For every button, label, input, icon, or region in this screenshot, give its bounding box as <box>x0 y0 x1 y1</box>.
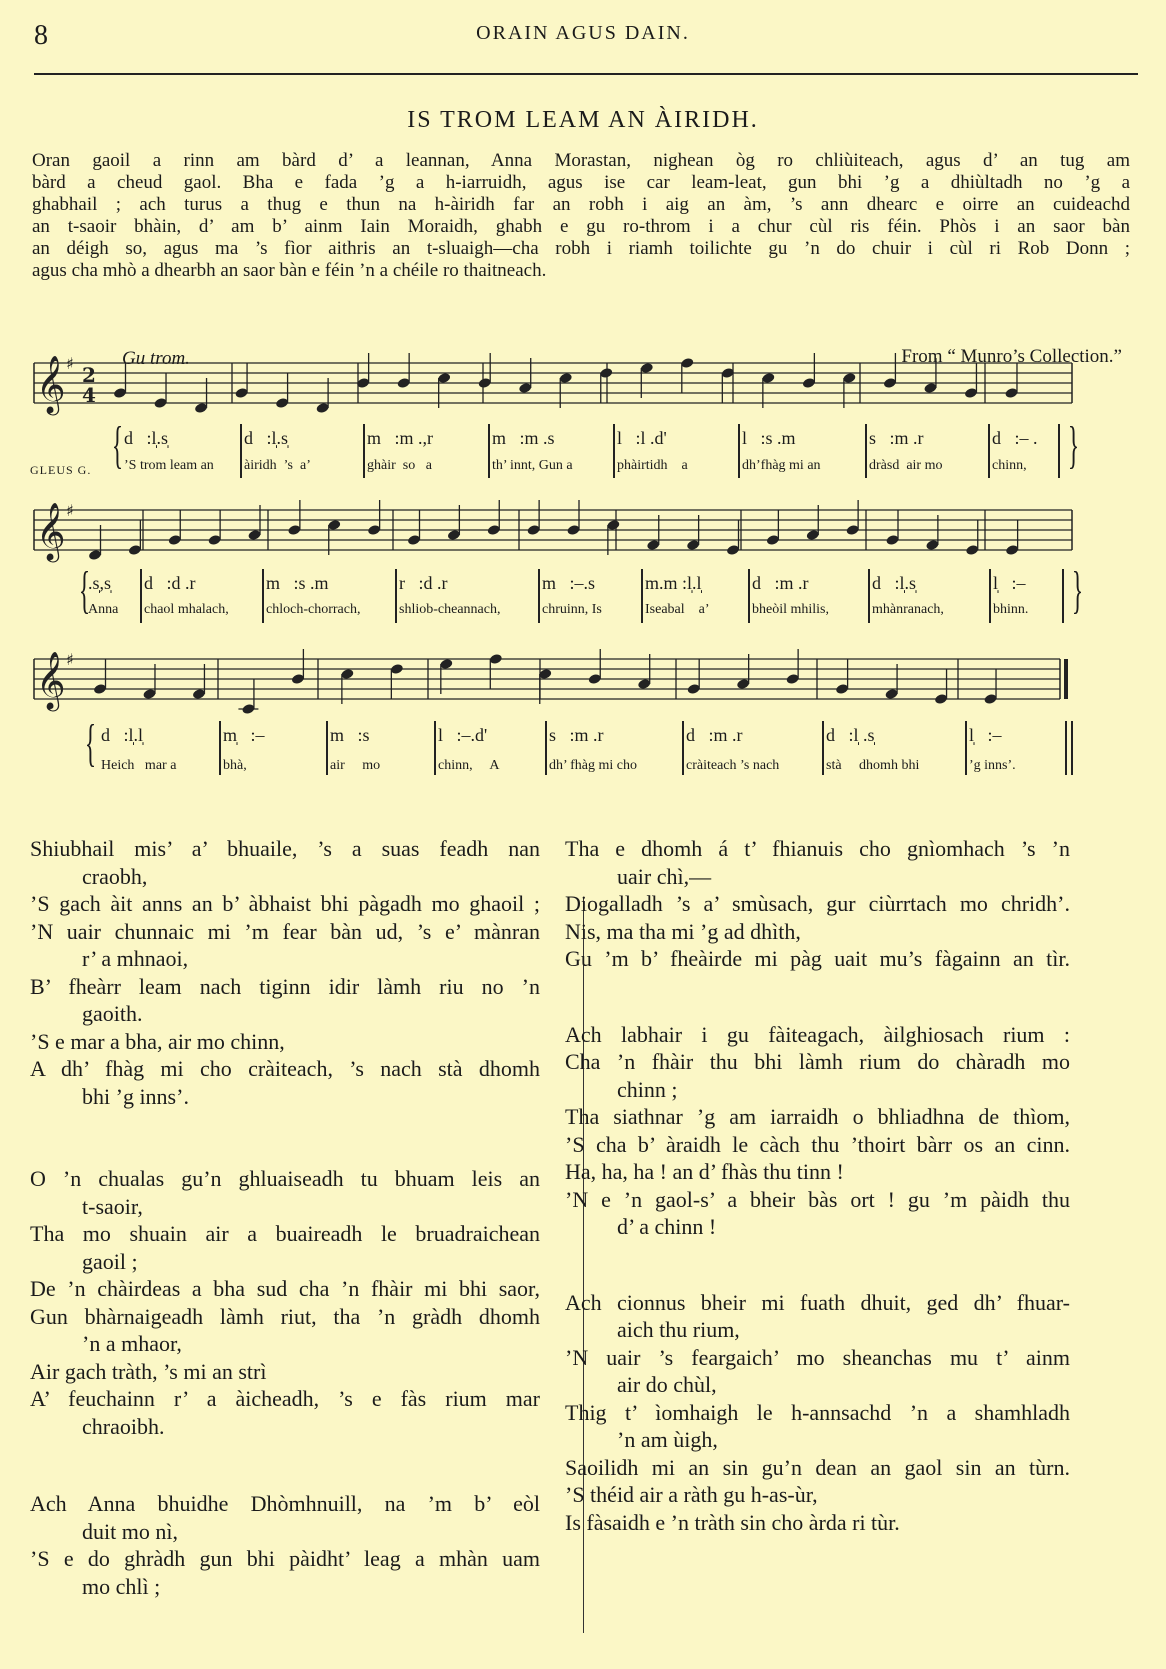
solfa-bar-line <box>545 721 547 775</box>
lyric-measure: àiridh ’s a’ <box>244 458 311 473</box>
solfa-bar-line <box>641 569 643 623</box>
solfa-bar-line <box>395 569 397 623</box>
poem-line: Gun bhàrnaigeadh làmh riut, tha ’n gràdh dhomh <box>30 1303 540 1329</box>
poem-line: ’n a mhaor, <box>82 1331 182 1356</box>
solfa-measure: d :d .r <box>144 573 196 593</box>
solfa-bar-line <box>140 569 142 623</box>
solfa-bar-line <box>748 569 750 623</box>
intro-line: Oran gaoil a rinn am bàrd d’ a leannan, Anna Morastan, nighean òg ro chliùiteach, agus d’ an tug am <box>32 150 1130 171</box>
poem-right-column <box>565 835 1070 1591</box>
lyric-measure: chruinn, Is <box>542 602 602 617</box>
lyric-measure: bhinn. <box>993 602 1029 617</box>
poem-line: ’N e ’n gaol-s’ a bheir bàs ort ! gu ’m pàidh thu <box>565 1186 1070 1212</box>
poem-line: Ach labhair i gu fàiteagach, àilghiosach rium : <box>565 1021 1070 1047</box>
solfa-bar-line <box>363 424 365 478</box>
poem-stanza <box>30 835 540 1110</box>
solfa-measure: m :s .m <box>266 573 329 593</box>
system-brace-close: } <box>1071 562 1084 619</box>
song-title: IS TROM LEAM AN ÀIRIDH. <box>407 107 759 133</box>
lyric-measure: ghàir so a <box>367 458 432 473</box>
poem-line: chinn ; <box>617 1076 678 1102</box>
poem-line: ’S théid air a ràth gu h-as-ùr, <box>565 1482 818 1507</box>
poem-line: Gu ’m b’ fheàirde mi pàg uait mu’s fàgainn an tìr. <box>565 946 1070 971</box>
solfa-bar-line <box>682 721 684 775</box>
lyric-measure: Anna <box>88 602 119 617</box>
lyric-measure: chinn, A <box>438 758 500 773</box>
poem-stanza <box>30 1165 540 1440</box>
poem-line: ’S gach àit anns an b’ àbhaist bhi pàgadh mo ghaoil ; <box>30 891 540 916</box>
solfa-bar-line <box>240 424 242 478</box>
treble-clef-icon: 𝄞 <box>36 651 66 709</box>
poem-line: Air gach tràth, ’s mi an strì <box>30 1358 267 1384</box>
intro-line: an t-saoir bhàin, d’ am b’ ainm Iain Moraidh, ghabh e gu ro-throm i a chur cùl ris féin. Phòs i an saor bàn <box>32 216 1130 237</box>
solfa-measure: l̩ :– <box>993 573 1026 593</box>
poem-line: ’S e mar a bha, air mo chinn, <box>30 1028 285 1054</box>
solfa-measure: d :l̩.s̩ <box>124 428 169 448</box>
solfa-measure: m.m :l̩.l̩ <box>645 573 702 593</box>
poem-line: duit mo nì, <box>82 1518 178 1544</box>
poem-stanza <box>565 1289 1070 1537</box>
intro-line: agus cha mhò a dhearbh an saor bàn e féin ’n a chéile ro thaitneach. <box>32 260 547 281</box>
poem-line: O ’n chualas gu’n ghluaiseadh tu bhuam leis an <box>30 1166 540 1191</box>
solfa-measure: m :–.s <box>542 573 596 593</box>
poem-line: Tha mo shuain air a buaireadh le bruadraichean <box>30 1221 540 1246</box>
lyric-measure: ’S trom leam an <box>124 458 214 473</box>
poem-line: B’ fheàrr leam nach tiginn idir làmh riu no ’n <box>30 973 540 999</box>
poem-line: air do chùl, <box>617 1372 717 1397</box>
lyric-measure: dh’ fhàg mi cho <box>549 758 637 773</box>
solfa-final-bar <box>1071 721 1073 775</box>
poem-line: Is fàsaidh e ’n tràth sin cho àrda ri tùr. <box>565 1509 900 1535</box>
time-signature-top: 2 <box>82 363 96 387</box>
poem-line: ’n am ùigh, <box>617 1427 718 1452</box>
poem-line: Nis, ma tha mi ’g ad dhìth, <box>565 918 801 944</box>
poem-stanza <box>30 1490 540 1600</box>
solfa-measure: d :m .r <box>752 573 809 593</box>
solfa-measure: m :m .s <box>492 428 555 448</box>
solfa-bar-line <box>822 721 824 775</box>
solfa-measure: l :–.d' <box>438 725 488 745</box>
poem-line: uair chì,— <box>617 863 712 889</box>
solfa-measure: m̩ :– <box>223 725 265 745</box>
lyric-measure: cràiteach ’s nach <box>686 758 780 773</box>
system-brace: { <box>78 562 91 619</box>
lyric-measure: th’ innt, Gun a <box>492 458 573 473</box>
solfa-measure: d :l̩.s̩ <box>872 573 917 593</box>
poem-left-column <box>30 835 540 1655</box>
music-source: From “ Munro’s Collection.” <box>901 346 1122 367</box>
poem-line: gaoil ; <box>82 1248 138 1274</box>
sharp-icon: ♯ <box>66 501 74 520</box>
time-signature-bottom: 4 <box>82 383 96 407</box>
poem-line: d’ a chinn ! <box>617 1214 717 1239</box>
poem-line: ’N uair chunnaic mi ’m fear bàn ud, ’s e’ mànran <box>30 918 540 944</box>
solfa-measure: m :m .,r <box>367 428 433 448</box>
lyric-measure: mhànranach, <box>872 602 944 617</box>
solfa-bar-line <box>613 424 615 478</box>
lyric-measure: Iseabal a’ <box>645 602 710 617</box>
solfa-measure: d :l̩.s̩ <box>244 428 289 448</box>
solfa-bar-line <box>219 721 221 775</box>
sharp-icon: ♯ <box>66 354 74 373</box>
treble-clef-icon: 𝄞 <box>36 502 66 560</box>
solfa-bar-line <box>989 569 991 623</box>
solfa-measure: m :s <box>330 725 370 745</box>
solfa-measure: l :s .m <box>742 428 796 448</box>
poem-line: Thig t’ ìomhaigh le h-annsachd ’n a shamhladh <box>565 1399 1070 1425</box>
solfa-measure: r :d .r <box>399 573 448 593</box>
solfa-measure: d :l̩ .s̩ <box>826 725 875 745</box>
lyric-measure: Heich mar a <box>101 758 177 773</box>
solfa-bar-line <box>1062 569 1064 623</box>
poem-line: ’S e do ghràdh gun bhi pàidht’ leag a mhàn uam <box>30 1546 540 1571</box>
poem-line: ’S cha b’ àraidh le càch thu ’thoirt bàrr os an cinn. <box>565 1131 1070 1157</box>
solfa-measure: d :– . <box>992 428 1038 448</box>
poem-line: De ’n chàirdeas a bha sud cha ’n fhàir mi bhi saor, <box>30 1276 540 1301</box>
lyric-measure: ’g inns’. <box>969 758 1016 773</box>
poem-line: r’ a mhnaoi, <box>82 946 189 971</box>
lyric-measure: chinn, <box>992 458 1027 473</box>
music-score <box>0 0 1166 810</box>
intro-line: an déigh so, agus ma ’s fìor aithris an t-sluaigh—cha robh i riamh toilichte gu ’n do chuir i cùl ri Rob Donn ; <box>32 238 1130 259</box>
poem-line: bhi ’g inns’. <box>82 1083 189 1109</box>
poem-line: Saoilidh mi an sin gu’n dean an gaol sin an tùrn. <box>565 1454 1070 1480</box>
solfa-measure: l̩ :– <box>969 725 1002 745</box>
lyric-measure: air mo <box>330 758 381 773</box>
running-title: ORAIN AGUS DAIN. <box>476 22 690 44</box>
poem-line: A’ feuchainn r’ a àicheadh, ’s e fàs rium mar <box>30 1386 540 1411</box>
poem-line: mo chlì ; <box>82 1573 161 1599</box>
solfa-bar-line <box>1065 721 1067 775</box>
solfa-measure: l :l .d' <box>617 428 667 448</box>
solfa-bar-line <box>965 721 967 775</box>
lyric-measure: shliob-cheannach, <box>399 602 501 617</box>
poem-line: chraoibh. <box>82 1413 165 1439</box>
poem-stanza <box>565 835 1070 973</box>
tempo-marking: Gu trom. <box>122 348 190 369</box>
solfa-bar-line <box>868 569 870 623</box>
lyric-measure: chloch-chorrach, <box>266 602 361 617</box>
poem-line: Shiubhail mis’ a’ bhuaile, ’s a suas feadh nan <box>30 836 540 861</box>
sharp-icon: ♯ <box>66 650 74 669</box>
solfa-bar-line <box>488 424 490 478</box>
poem-line: Cha ’n fhàir thu bhi làmh rium do chàradh mo <box>565 1049 1070 1074</box>
lyric-measure: dràsd air mo <box>869 458 943 473</box>
solfa-bar-line <box>326 721 328 775</box>
solfa-bar-line <box>738 424 740 478</box>
poem-line: craobh, <box>82 863 148 889</box>
system-brace: { <box>84 715 97 772</box>
solfa-bar-line <box>434 721 436 775</box>
lyric-measure: stà dhomh bhi <box>826 758 920 773</box>
lyric-measure: dh’fhàg mi an <box>742 458 821 473</box>
lyric-measure: bheòil mhilis, <box>752 602 829 617</box>
lyric-measure: chaol mhalach, <box>144 602 229 617</box>
system-brace: { <box>111 417 124 474</box>
poem-line: t-saoir, <box>82 1193 143 1219</box>
solfa-measure: .s̩,s̩ <box>88 573 112 593</box>
lyric-measure: bhà, <box>223 758 247 773</box>
solfa-measure: s :m .r <box>869 428 924 448</box>
system-brace-close: } <box>1067 417 1080 474</box>
key-label: GLEUS G. <box>30 463 92 477</box>
treble-clef-icon: 𝄞 <box>36 355 66 413</box>
solfa-bar-line <box>1058 424 1060 478</box>
solfa-bar-line <box>865 424 867 478</box>
poem-line: Ach cionnus bheir mi fuath dhuit, ged dh’ fhuar- <box>565 1289 1070 1315</box>
solfa-bar-line <box>262 569 264 623</box>
poem-line: Ach Anna bhuidhe Dhòmhnuill, na ’m b’ eòl <box>30 1491 540 1516</box>
poem-line: Tha siathnar ’g am iarraidh o bhliadhna de thìom, <box>565 1104 1070 1129</box>
poem-line: aich thu rium, <box>617 1317 740 1342</box>
poem-line: A dh’ fhàg mi cho cràiteach, ’s nach stà dhomh <box>30 1056 540 1081</box>
intro-line: bàrd a cheud gaol. Bha e fada ’g a h-iarruidh, agus ise car leam-leat, gun bhi ’g a dhiùltadh no ’g a <box>32 172 1130 193</box>
solfa-bar-line <box>988 424 990 478</box>
solfa-measure: d :m .r <box>686 725 743 745</box>
poem-line: Ha, ha, ha ! an d’ fhàs thu tinn ! <box>565 1159 844 1184</box>
intro-line: ghabhail ; ach turus a thug e thun na h-àiridh far an robh i aig an àm, ’s ann dhearc e oirre an cuideachd <box>32 194 1130 215</box>
poem-line: Tha e dhomh á t’ fhianuis cho gnìomhach ’s ’n <box>565 836 1070 861</box>
solfa-bar-line <box>538 569 540 623</box>
poem-line: gaoith. <box>82 1001 143 1026</box>
poem-line: Diogalladh ’s a’ smùsach, gur ciùrrtach mo chridh’. <box>565 891 1070 916</box>
page-number: 8 <box>34 20 48 51</box>
solfa-measure: s :m .r <box>549 725 604 745</box>
poem-line: ’N uair ’s feargaich’ mo sheanchas mu t’ ainm <box>565 1344 1070 1370</box>
poem-stanza <box>565 1021 1070 1241</box>
solfa-measure: d :l̩.l̩ <box>101 725 144 745</box>
lyric-measure: phàirtidh a <box>617 458 688 473</box>
